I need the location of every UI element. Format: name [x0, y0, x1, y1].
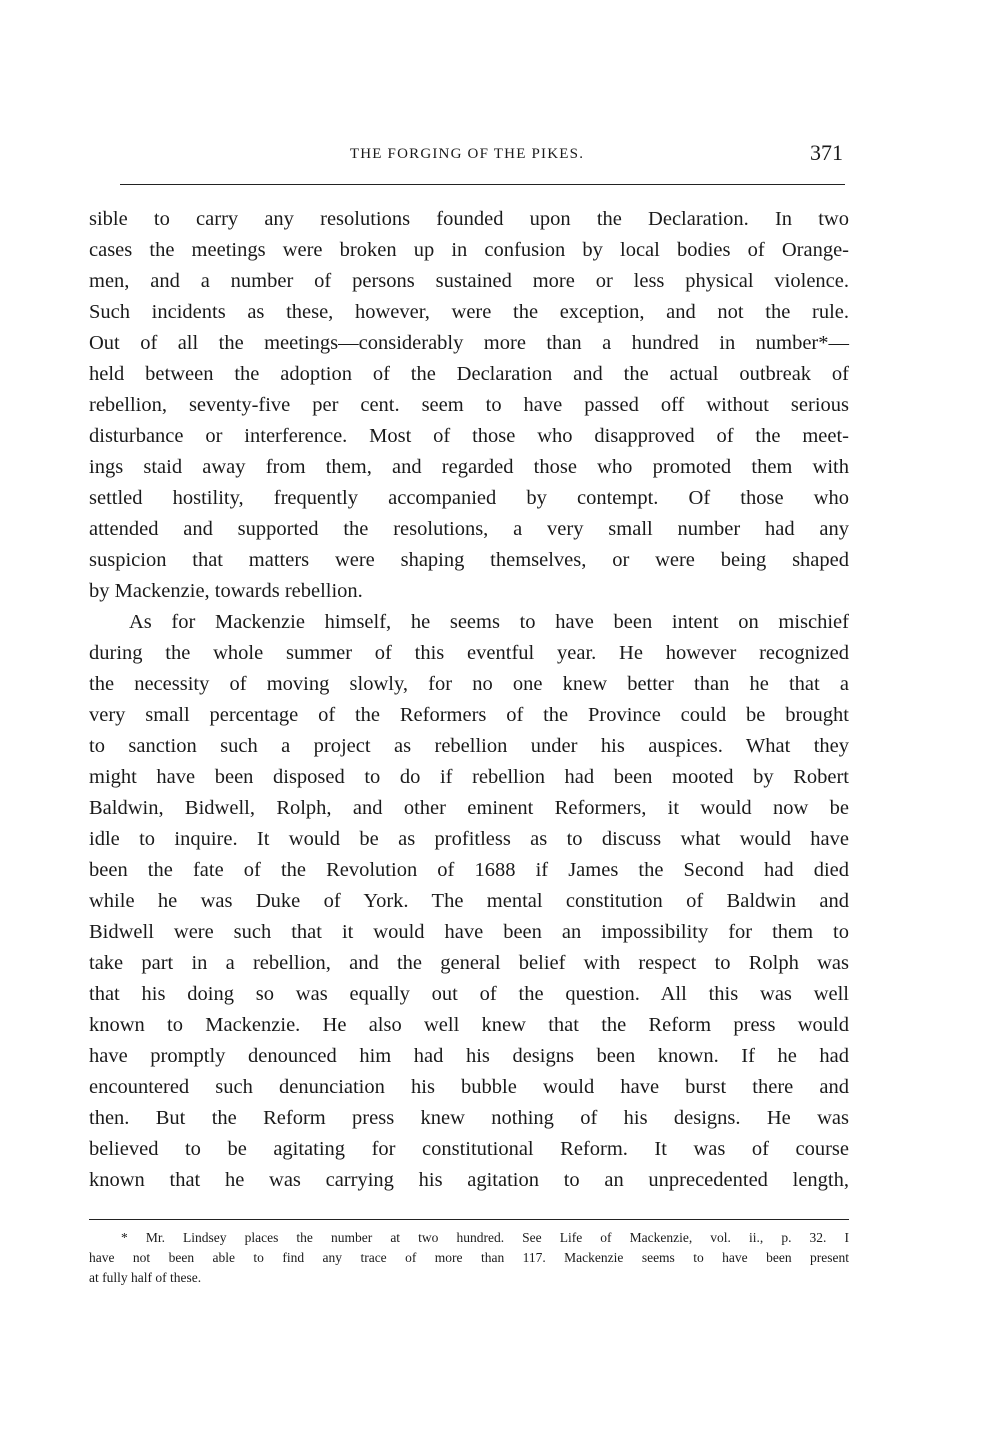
body-text — [89, 204, 849, 1196]
text-line: men, and a number of persons sustained more or less physical violence. — [89, 270, 849, 292]
footnote-line: * Mr. Lindsey places the number at two hundred. See Life of Mackenzie, vol. ii., p. 32. I — [121, 1230, 849, 1245]
text-line: encountered such denunciation his bubble would have burst there and — [89, 1076, 849, 1098]
text-line: very small percentage of the Reformers of the Province could be brought — [89, 704, 849, 726]
text-line: believed to be agitating for constitutional Reform. It was of course — [89, 1138, 849, 1160]
text-line: Bidwell were such that it would have been an impossibility for them to — [89, 921, 849, 943]
text-line: by Mackenzie, towards rebellion. — [89, 580, 363, 602]
text-line: take part in a rebellion, and the general belief with respect to Rolph was — [89, 952, 849, 974]
text-line: been the fate of the Revolution of 1688 if James the Second had died — [89, 859, 849, 881]
text-line: then. But the Reform press knew nothing of his designs. He was — [89, 1107, 849, 1129]
text-line: Out of all the meetings—considerably more than a hundred in number*— — [89, 332, 849, 354]
text-line: Such incidents as these, however, were the exception, and not the rule. — [89, 301, 849, 323]
text-line: disturbance or interference. Most of those who disapproved of the meet- — [89, 425, 849, 447]
text-line: that his doing so was equally out of the question. All this was well — [89, 983, 849, 1005]
running-title: THE FORGING OF THE PIKES. — [349, 146, 585, 162]
text-line: suspicion that matters were shaping themselves, or were being shaped — [89, 549, 849, 571]
text-line: cases the meetings were broken up in confusion by local bodies of Orange- — [89, 239, 849, 261]
text-line: rebellion, seventy-five per cent. seem to have passed off without serious — [89, 394, 849, 416]
text-line: while he was Duke of York. The mental constitution of Baldwin and — [89, 890, 849, 912]
text-line: As for Mackenzie himself, he seems to have been intent on mischief — [129, 611, 849, 633]
text-line: ings staid away from them, and regarded those who promoted them with — [89, 456, 849, 478]
text-line: Baldwin, Bidwell, Rolph, and other eminent Reformers, it would now be — [89, 797, 849, 819]
text-line: have promptly denounced him had his designs been known. If he had — [89, 1045, 849, 1067]
footnote — [89, 1228, 849, 1288]
footnote-rule — [89, 1219, 849, 1220]
text-line: known to Mackenzie. He also well knew that the Reform press would — [89, 1014, 849, 1036]
text-line: held between the adoption of the Declaration and the actual outbreak of — [89, 363, 849, 385]
text-line: idle to inquire. It would be as profitless as to discuss what would have — [89, 828, 849, 850]
text-line: the necessity of moving slowly, for no one knew better than he that a — [89, 673, 849, 695]
footnote-line: at fully half of these. — [89, 1270, 202, 1285]
text-line: to sanction such a project as rebellion under his auspices. What they — [89, 735, 849, 757]
page-number: 371 — [810, 140, 843, 165]
text-line: known that he was carrying his agitation to an unprecedented length, — [89, 1169, 849, 1191]
running-head — [87, 140, 847, 170]
header-rule — [120, 184, 845, 185]
text-line: settled hostility, frequently accompanied by contempt. Of those who — [89, 487, 849, 509]
footnote-line: have not been able to find any trace of more than 117. Mackenzie seems to have been present — [89, 1250, 849, 1265]
text-line: attended and supported the resolutions, a very small number had any — [89, 518, 849, 540]
text-line: might have been disposed to do if rebellion had been mooted by Robert — [89, 766, 849, 788]
text-line: sible to carry any resolutions founded upon the Declaration. In two — [89, 208, 849, 230]
text-line: during the whole summer of this eventful year. He however recognized — [89, 642, 849, 664]
